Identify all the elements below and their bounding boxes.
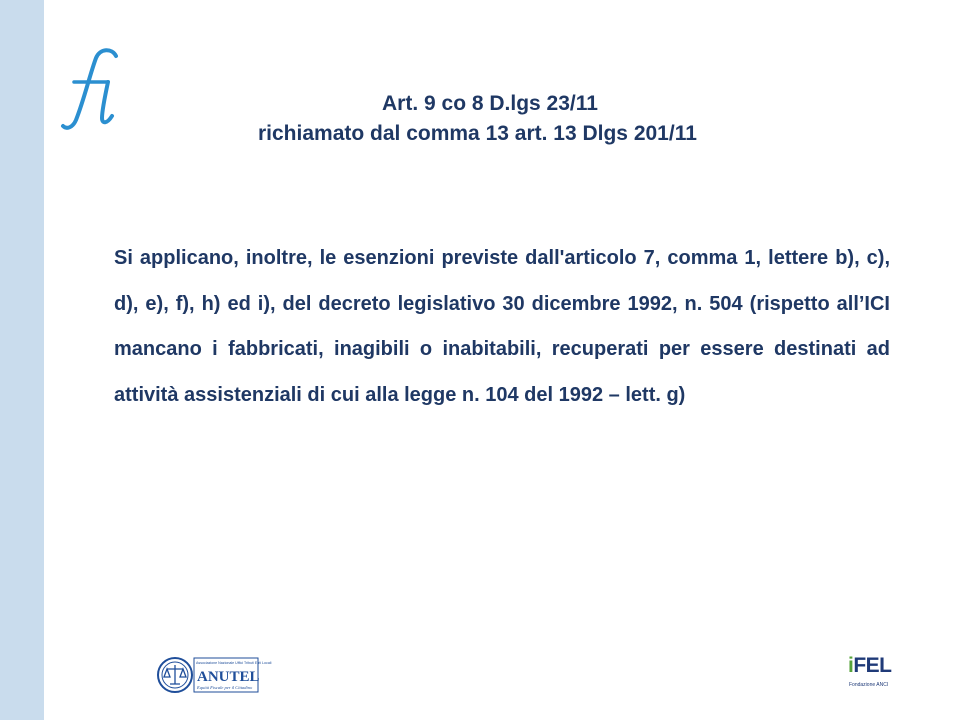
title-line-1: Art. 9 co 8 D.lgs 23/11 xyxy=(382,92,598,115)
ifel-name xyxy=(848,654,892,678)
anutel-motto: Equità Fiscale per il Cittadino xyxy=(197,685,253,690)
fi-logo-icon xyxy=(60,44,126,134)
anutel-top-text: Associazione Nazionale Uffici Tributi Enti Locali xyxy=(196,661,272,665)
ifel-logo xyxy=(848,654,896,696)
anutel-name: ANUTEL xyxy=(197,669,260,685)
ifel-subtitle: Fondazione ANCI xyxy=(849,682,889,688)
body-paragraph: Si applicano, inoltre, le esenzioni previste dall'articolo 7, comma 1, lettere b), c), d), e), f), h) ed i), del decreto legislativo 30 dicembre 1992, n. 504 (rispetto all’ICI mancano i fabbricati, inagibili o inabitabili, recuperati per essere destinati ad attività assistenziali di cui alla legge n. 104 del 1992 – lett. g) xyxy=(114,247,890,406)
anutel-logo-icon xyxy=(156,654,272,696)
anutel-logo xyxy=(156,654,272,696)
title-line-2: richiamato dal comma 13 art. 13 Dlgs 201/11 xyxy=(258,122,697,145)
ifel-name-rest: FEL xyxy=(853,654,892,677)
left-accent-bar xyxy=(0,0,44,720)
ifel-name-i: i xyxy=(848,654,854,677)
